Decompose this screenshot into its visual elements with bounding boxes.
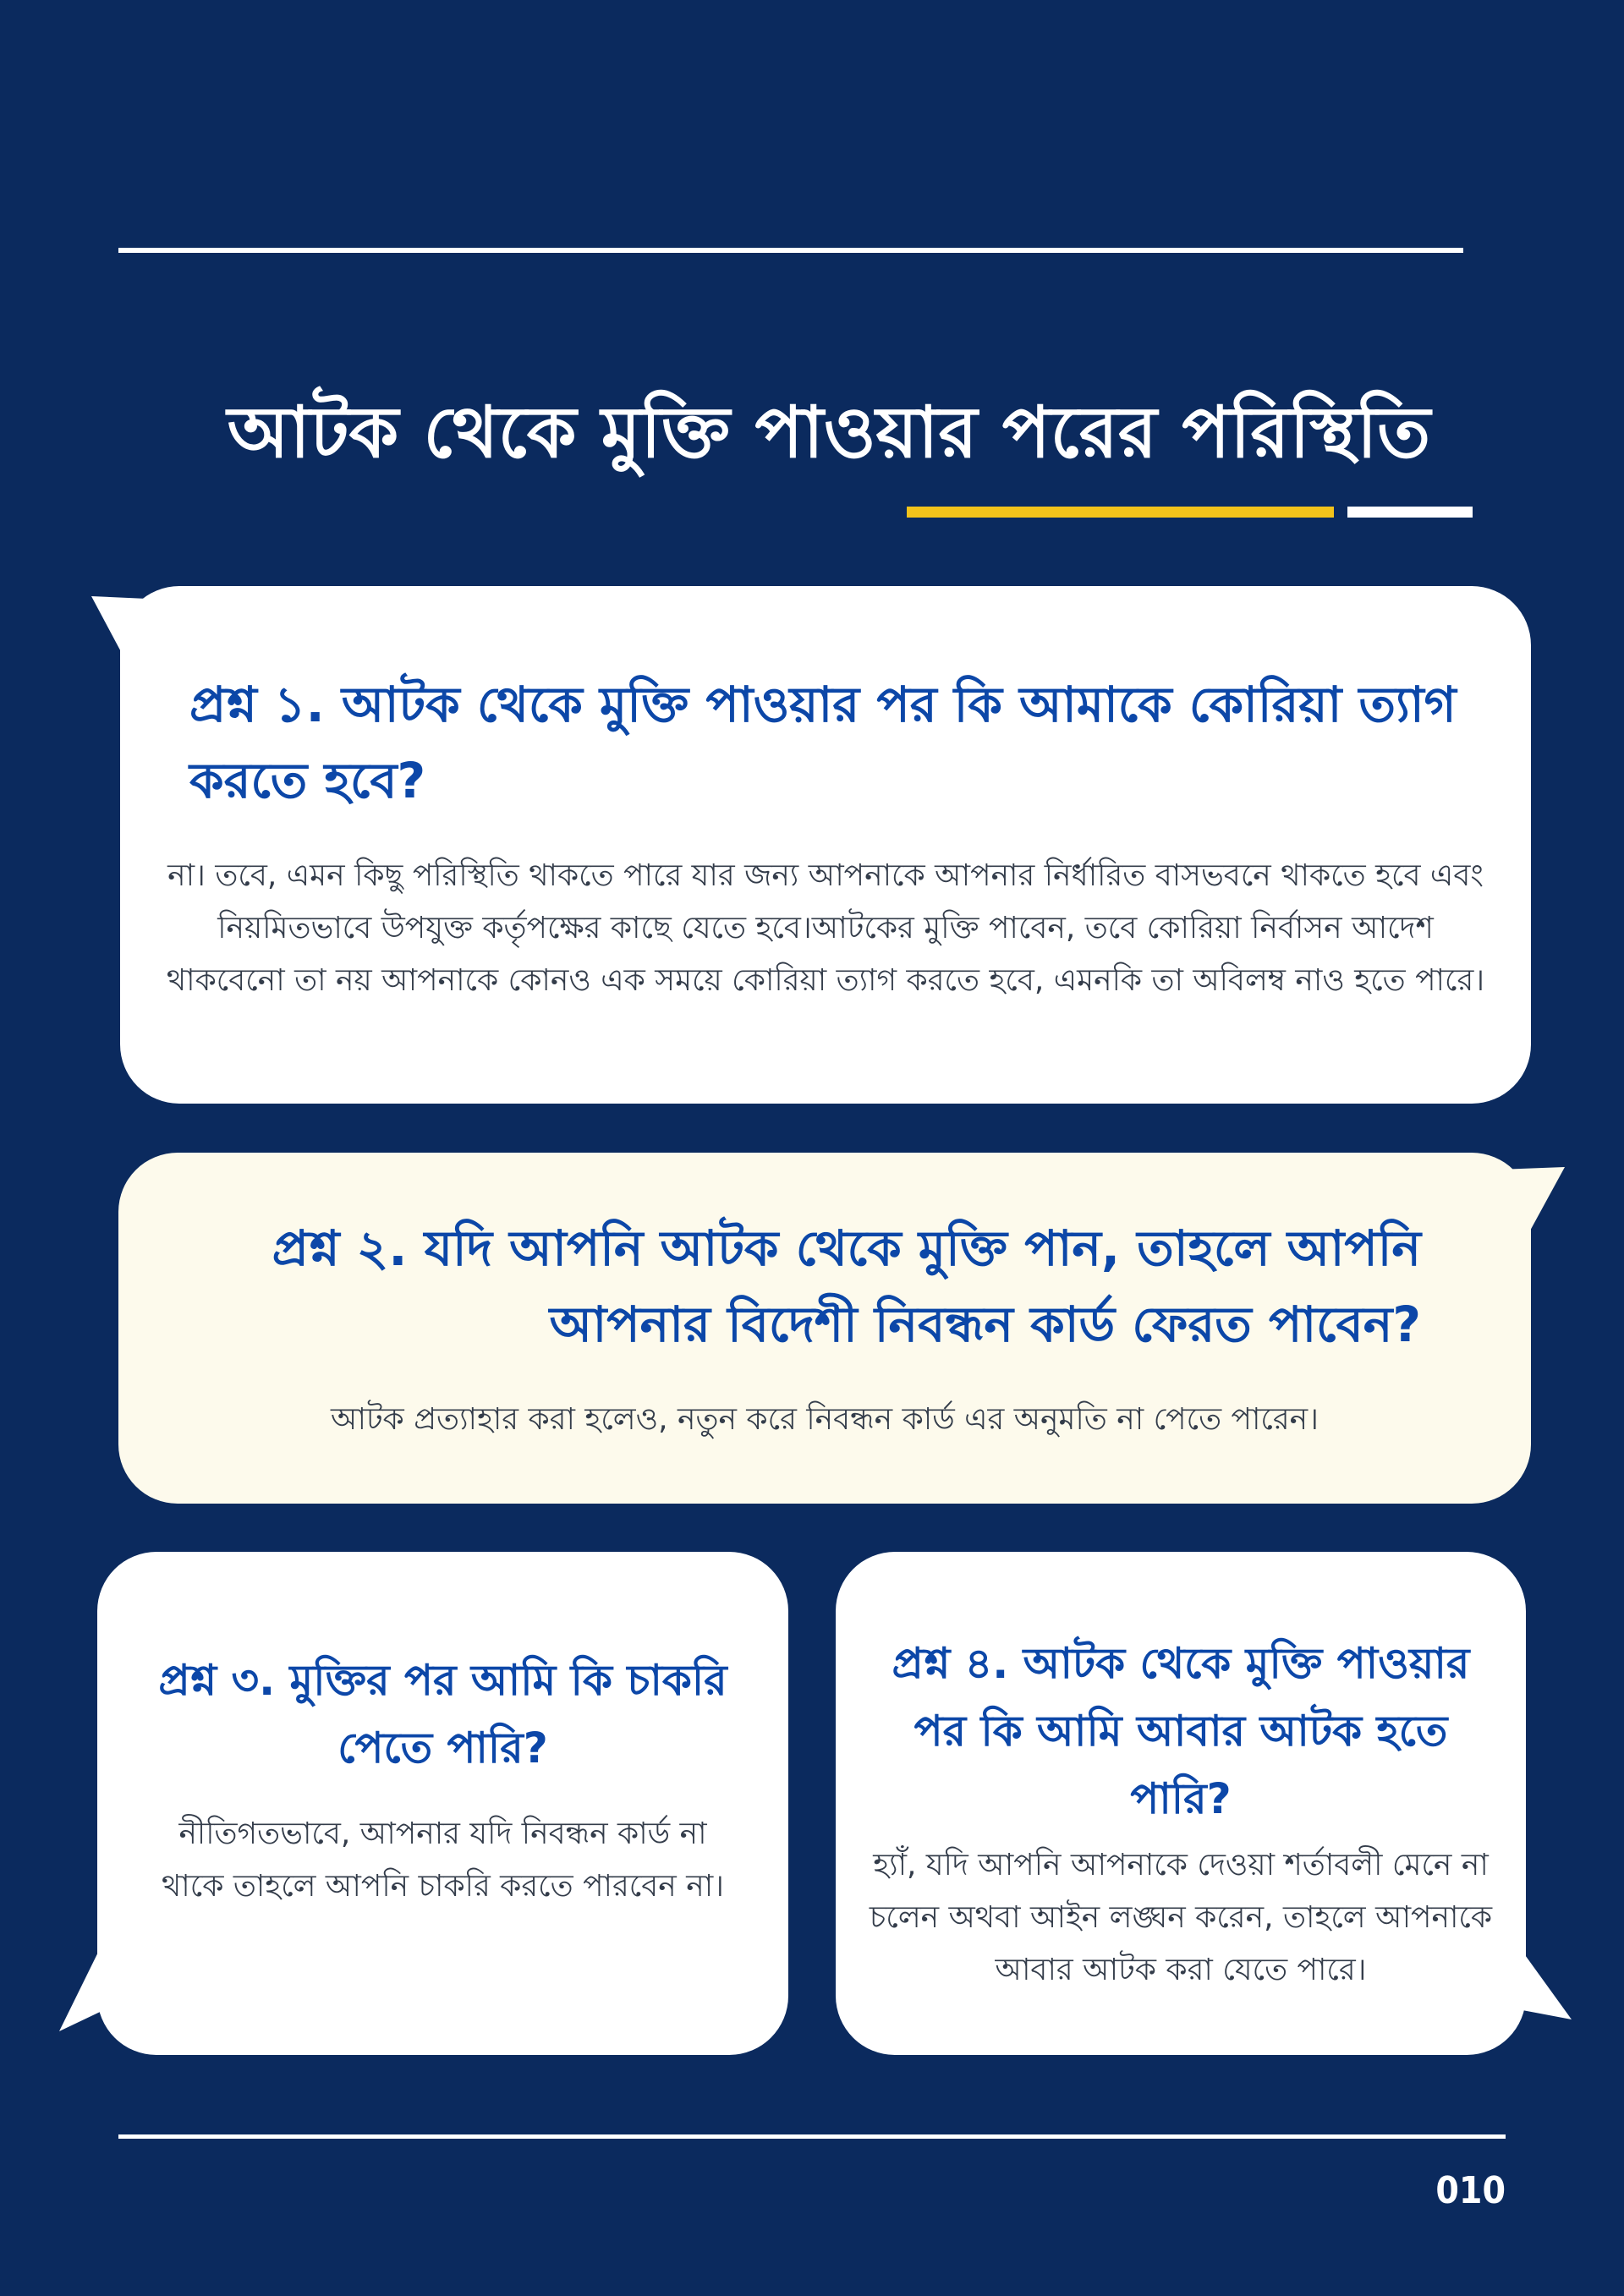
faq-question-1: প্রশ্ন ১. আটক থেকে মুক্তি পাওয়ার পর কি আমাকে কোরিয়া ত্যাগ করতে হবে? (189, 676, 1457, 809)
faq-card-2 (118, 1153, 1531, 1504)
faq-question-4: প্রশ্ন ৪. আটক থেকে মুক্তি পাওয়ার পর কি আমি আবার আটক হতে পারি? (892, 1639, 1470, 1823)
faq-card-3 (97, 1552, 788, 2055)
title-accent-bar-white (1347, 507, 1473, 518)
faq-answer-2: আটক প্রত্যাহার করা হলেও, নতুন করে নিবন্ধন কার্ড এর অনুমতি না পেতে পারেন। (330, 1402, 1320, 1437)
top-divider (118, 248, 1463, 253)
faq-answer-4: হ্যাঁ, যদি আপনি আপনাকে দেওয়া শর্তাবলী মেনে না চলেন অথবা আইন লঙ্ঘন করেন, তাহলে আপনাকে আবার আটক করা যেতে পারে। (869, 1848, 1493, 1987)
faq-question-2: প্রশ্ন ২. যদি আপনি আটক থেকে মুক্তি পান, তাহলে আপনি আপনার বিদেশী নিবন্ধন কার্ড ফেরত পাবেন? (272, 1219, 1421, 1353)
page-title: আটক থেকে মুক্তি পাওয়ার পরের পরিস্থিতি (227, 391, 1431, 474)
faq-answer-1: না। তবে, এমন কিছু পরিস্থিতি থাকতে পারে যার জন্য আপনাকে আপনার নির্ধারিত বাসভবনে থাকতে হবে এবং নিয়মিতভাবে উপযুক্ত কর্তৃপক্ষের কাছে যেতে হবে।আটকের মুক্তি পাবেন, তবে কোরিয়া নির্বাসন আদেশ থাকবেনো তা নয় আপনাকে কোনও এক সময়ে কোরিয়া ত্যাগ করতে হবে, এমনকি তা অবিলম্ব নাও হতে পারে। (166, 858, 1485, 998)
page-number: 010 (1435, 2169, 1506, 2212)
faq-card-4 (836, 1552, 1526, 2055)
faq-card-1 (120, 586, 1531, 1104)
title-accent-bar-yellow (907, 507, 1334, 518)
faq-question-3: প্রশ্ন ৩. মুক্তির পর আমি কি চাকরি পেতে পারি? (158, 1656, 727, 1773)
faq-answer-3: নীতিগতভাবে, আপনার যদি নিবন্ধন কার্ড না থাকে তাহলে আপনি চাকরি করতে পারবেন না। (161, 1817, 725, 1904)
bottom-divider (118, 2134, 1506, 2139)
